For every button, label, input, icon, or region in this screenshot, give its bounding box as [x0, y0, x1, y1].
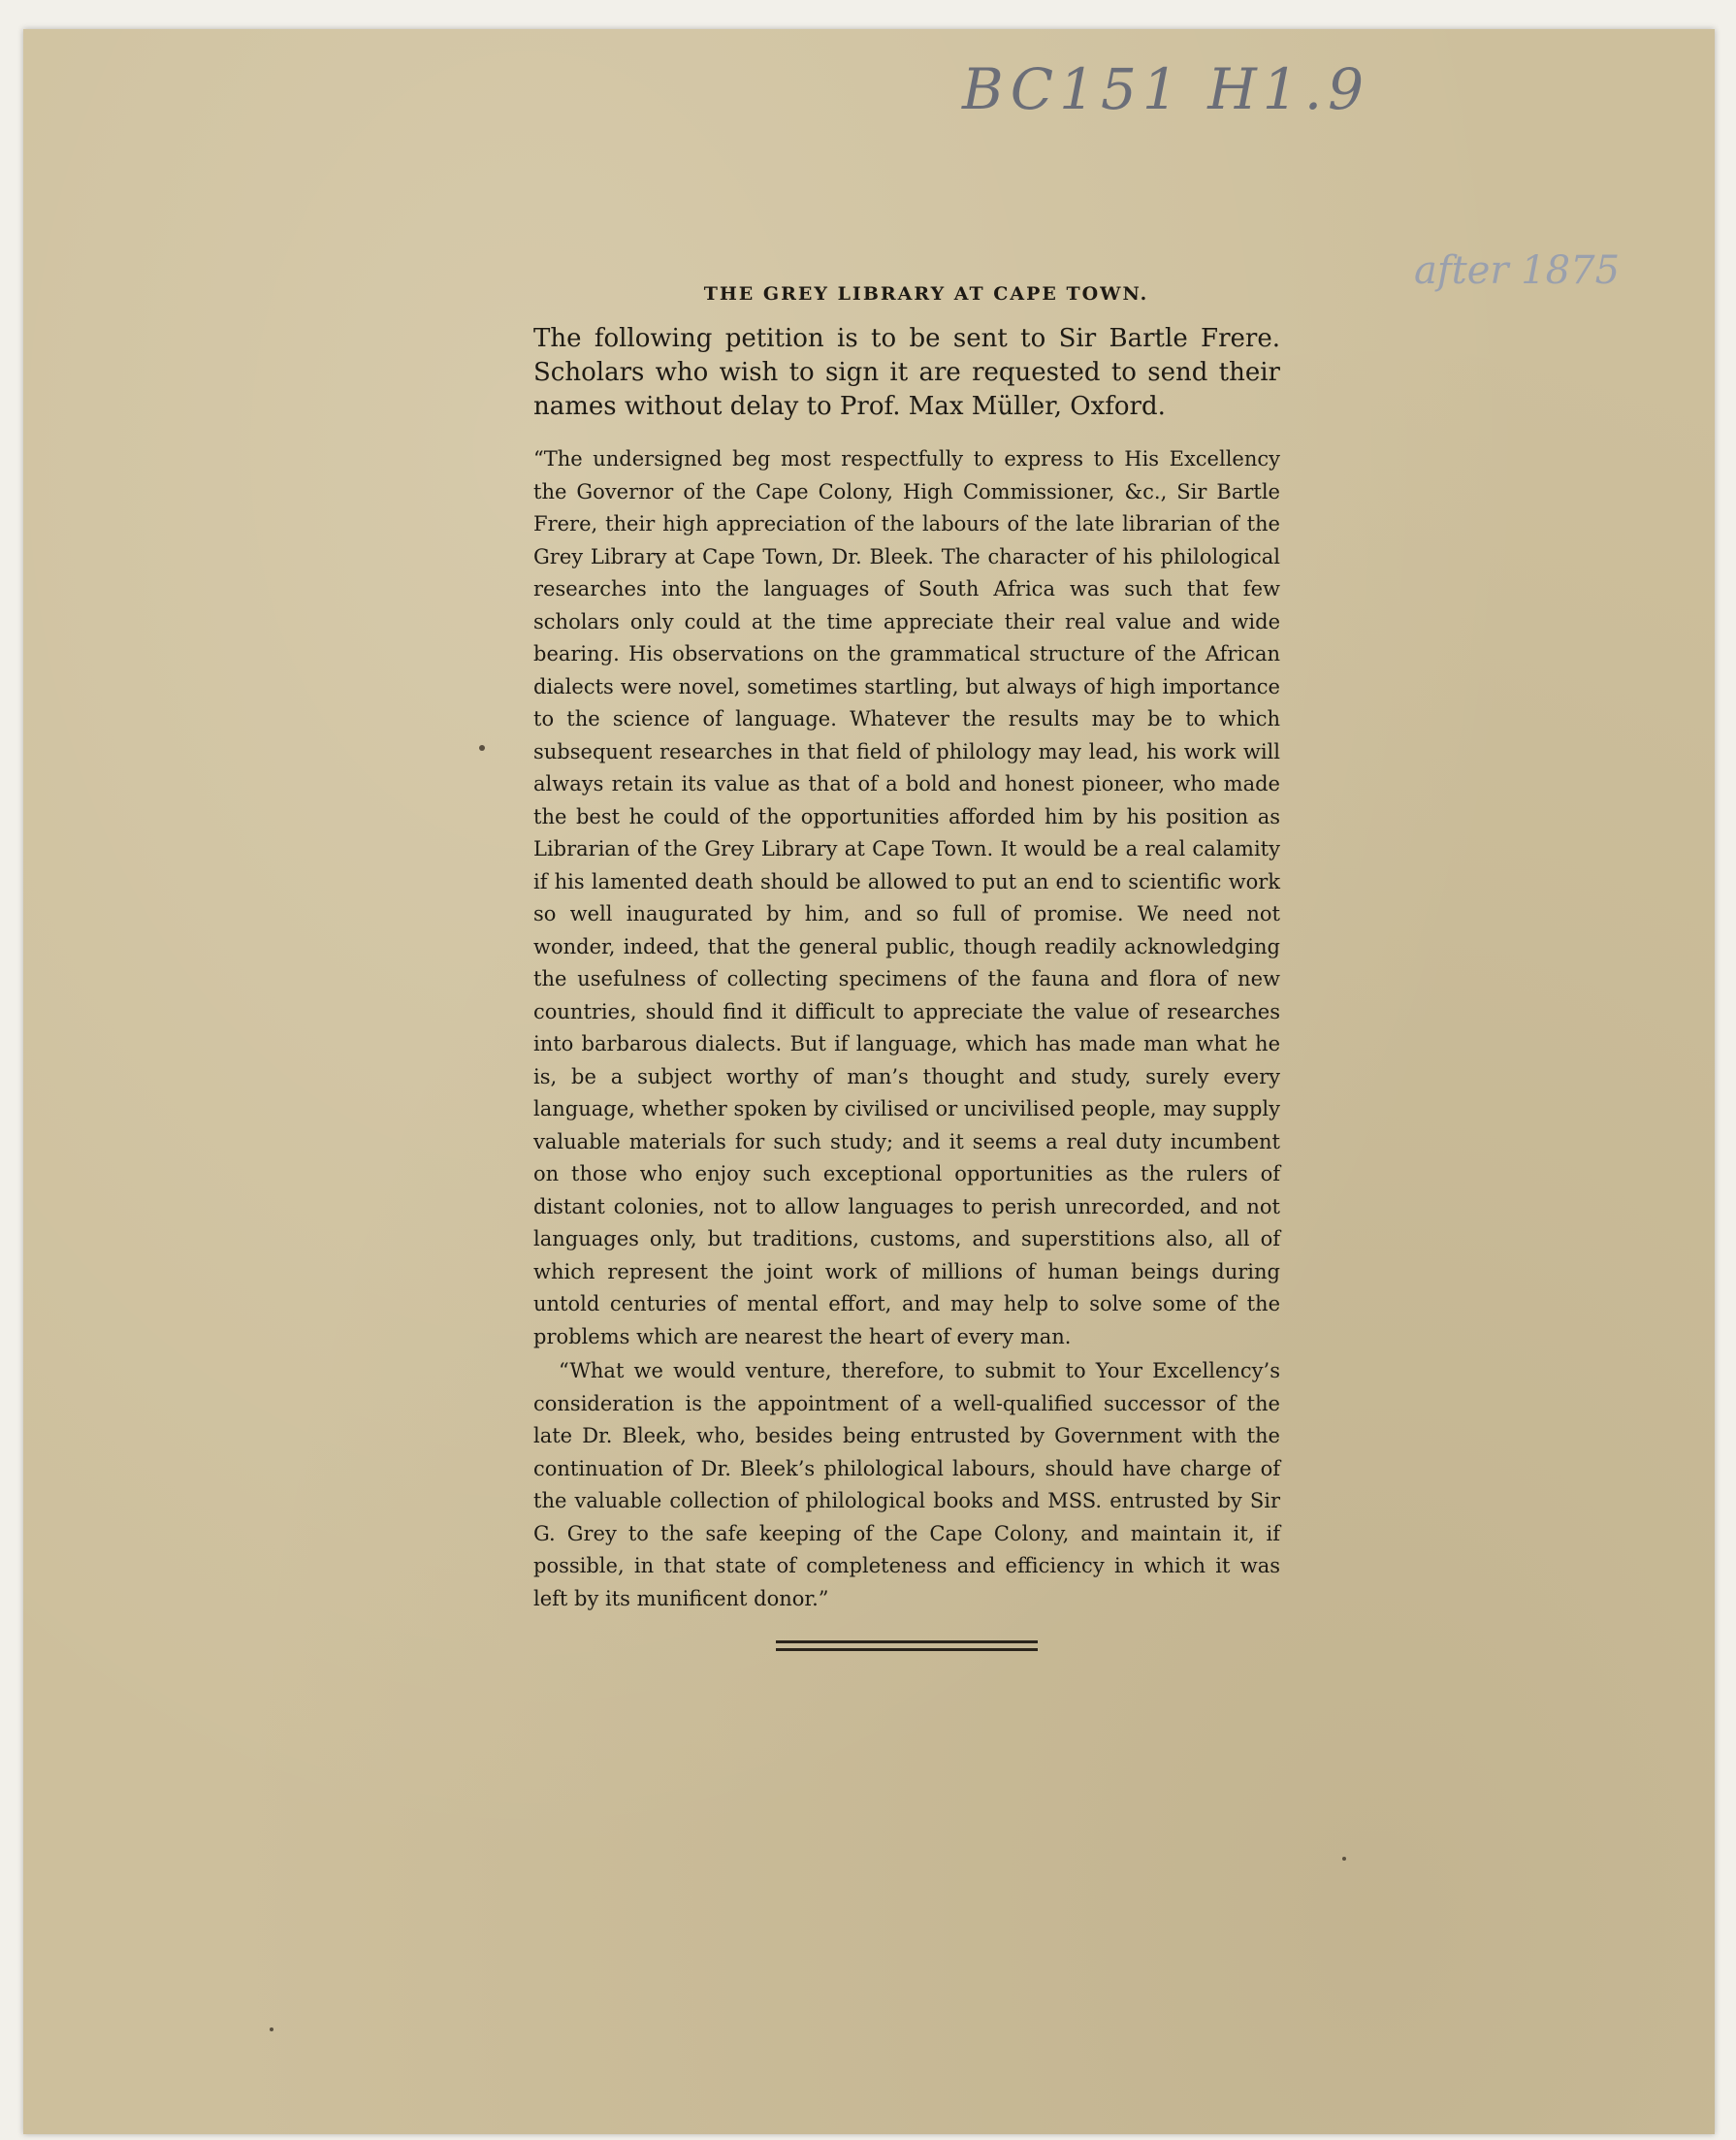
- petition-paragraph-2: “What we would venture, therefore, to submit to Your Excellency’s consideration is the appointment of a well-qualified successor of the late Dr. Bleek, who, besides being entrusted by Government with the continuation of Dr. Bleek’s philological labours, should have charge of the valuable collection of philological books and MSS. entrusted by Sir G. Grey to the safe keeping of the Cape Colony, and maintain it, if possible, in that state of completeness and efficiency in which it was left by its munificent donor.”: [533, 1359, 1280, 1610]
- call-number-annotation: BC151 H1.9: [962, 56, 1370, 122]
- margin-speck: [270, 2027, 273, 2031]
- margin-speck: [1342, 1857, 1346, 1861]
- margin-speck: [479, 745, 485, 751]
- date-annotation: after 1875: [1414, 248, 1621, 293]
- document-page: [23, 29, 1715, 2134]
- article-intro: The following petition is to be sent to Sir Bartle Frere. Scholars who wish to sign it are requested to send their names without delay to Prof. Max Müller, Oxford.: [533, 324, 1280, 421]
- petition-paragraph-1: “The undersigned beg most respectfully to express to His Excellency the Governor of the Cape Colony, High Commissioner, &c., Sir Bartle Frere, their high appreciation of the labours of the late librarian of the Grey Library at Cape Town, Dr. Bleek. The character of his philological researches into the languages of South Africa was such that few scholars only could at the time appreciate their real value and wide bearing. His observations on the grammatical structure of the African dialects were novel, sometimes startling, but always of high importance to the science of language. Whatever the results may be to which subsequent researches in that field of philology may lead, his work will always retain its value as that of a bold and honest pioneer, who made the best he could of the opportunities afforded him by his position as Librarian of the Grey Library at Cape Town. It would be a real calamity if his lamented death should be allowed to put an end to scientific work so well inaugurated by him, and so full of promise. We need not wonder, indeed, that the general public, though readily acknowledging the usefulness of collecting specimens of the fauna and flora of new countries, should find it difficult to appreciate the value of researches into barbarous dialects. But if language, which has made man what he is, be a subject worthy of man’s thought and study, surely every language, whether spoken by civilised or uncivilised people, may supply valuable materials for such study; and it seems a real duty incumbent on those who enjoy such exceptional opportunities as the rulers of distant colonies, not to allow languages to perish unrecorded, and not languages only, but traditions, customs, and superstitions also, all of which represent the joint work of millions of human beings during untold centuries of mental effort, and may help to solve some of the problems which are nearest the heart of every man.: [533, 447, 1280, 1348]
- article-title: THE GREY LIBRARY AT CAPE TOWN.: [703, 283, 1149, 305]
- end-rule: [776, 1640, 1038, 1651]
- newspaper-clipping: [533, 283, 1280, 1651]
